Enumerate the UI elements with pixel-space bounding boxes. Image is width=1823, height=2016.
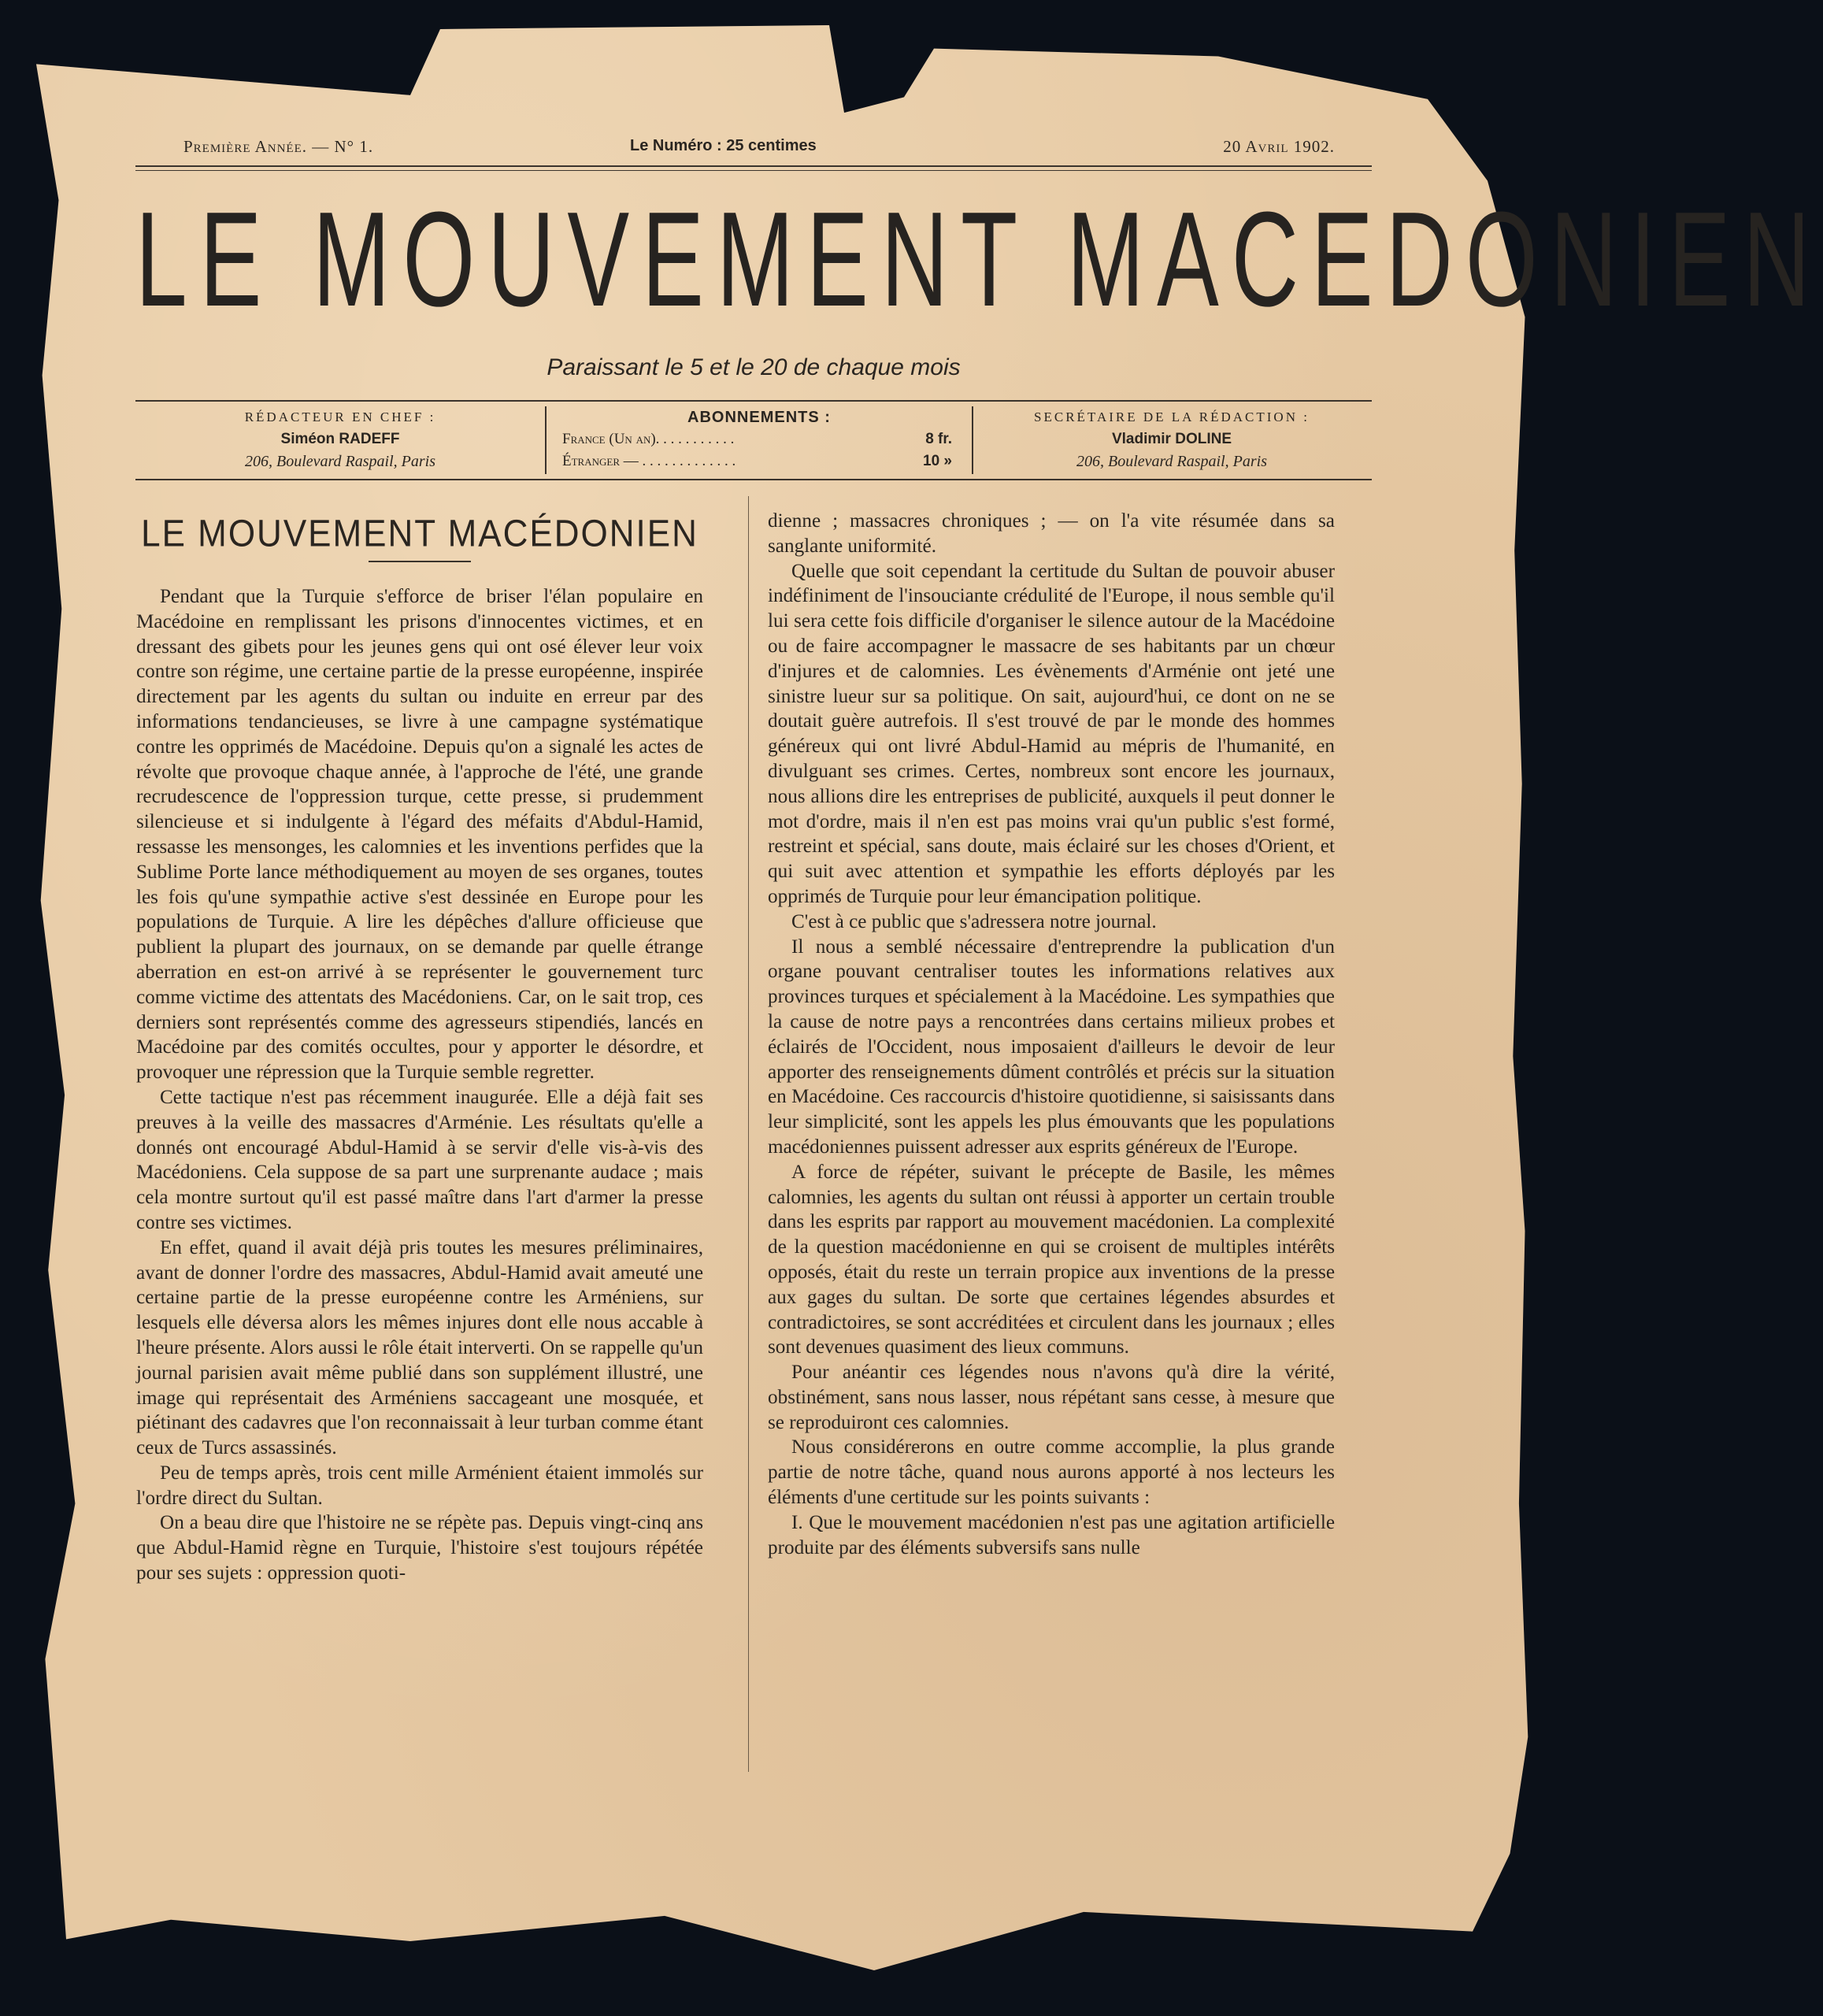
article-paragraph: En effet, quand il avait déjà pris toutes les mesures préliminaires, avant de donner l'ordre des massacres, Abdul-Hamid avait ameuté une certaine partie de la presse européenne contre les Arméniens, sur lesquels elle déversa alors les mêmes injures dont elle nous accable à l'heure présente. Alors aussi le rôle était interverti. On se rappelle qu'un journal parisien avait même publié dans son supplément illustré, une image qui représentait des Arméniens saccageant une mosquée, et piétinant des cadavres que l'on reconnaissait à leur turban comme étant ceux de Turcs assassinés. bbox=[136, 1236, 703, 1459]
secretary-label: SECRÉTAIRE DE LA RÉDACTION : bbox=[1034, 410, 1310, 424]
article-paragraph: Il nous a semblé nécessaire d'entreprendre la publication d'un organe pouvant centraliser toutes les informations relatives aux provinces turques et spécialement à la Macédoine. Les sympathies que la cause de notre pays a rencontrées dans certains milieux probes et éclairés de l'Occident, nous imposaient d'ailleurs le devoir de leur apporter des renseignements dûment contrôlés et précis sur la situation en Macédoine. Ces raccourcis d'histoire quotidienne, si saisissants dans leur simplicité, sont les appels les plus émouvants que les populations macédoniennes puissent adresser aux esprits généreux de l'Europe. bbox=[768, 936, 1335, 1158]
article-column-right bbox=[768, 509, 1335, 1560]
editor-name: Siméon RADEFF bbox=[280, 431, 400, 447]
article-paragraph: I. Que le mouvement macédonien n'est pas une agitation artificielle produite par des éléments subversifs sans nulle bbox=[768, 1511, 1335, 1558]
subscription-foreign-price: 10 » bbox=[923, 453, 952, 469]
article-title: LE MOUVEMENT MACÉDONIEN bbox=[141, 512, 698, 555]
article-paragraph: Pour anéantir ces légendes nous n'avons qu'à dire la vérité, obstinément, sans nous lasser, nous répétant sans cesse, à mesure que se reproduiront ces calomnies. bbox=[768, 1362, 1335, 1433]
editor-block bbox=[135, 406, 545, 474]
subscription-foreign-row bbox=[547, 450, 972, 472]
issue-number: Première Année. — N° 1. bbox=[183, 137, 374, 156]
editor-label: RÉDACTEUR EN CHEF : bbox=[244, 410, 436, 424]
subscription-france-row bbox=[547, 428, 972, 450]
masthead-title: LE MOUVEMENT MACEDONIEN bbox=[135, 184, 1823, 335]
masthead bbox=[135, 181, 1823, 354]
editor-address: 206, Boulevard Raspail, Paris bbox=[244, 453, 436, 470]
secretary-block bbox=[972, 406, 1372, 474]
article-paragraph: C'est à ce public que s'adressera notre journal. bbox=[791, 910, 1157, 932]
article-paragraph: A force de répéter, suivant le précepte de Basile, les mêmes calomnies, les agents du sultan ont réussi à apporter un certain trouble dans les esprits par rapport au mouvement macédonien. La complexité de la question macédonienne en qui se croisent de multiples intérêts opposés, était du reste un terrain propice aux inventions de la presse aux gages du sultan. De sorte que certaines légendes absurdes et contradictoires, se sont accréditées et circulent dans les journaux ; elles sont devenues quasiment des lieux communs. bbox=[768, 1161, 1335, 1358]
article-paragraph: Peu de temps après, trois cent mille Arménient étaient immolés sur l'ordre direct du Sultan. bbox=[136, 1462, 703, 1509]
issue-date: 20 Avril 1902. bbox=[1223, 137, 1335, 156]
subscription-france-price: 8 fr. bbox=[925, 431, 952, 447]
info-box bbox=[135, 400, 1372, 480]
article-paragraph: Quelle que soit cependant la certitude du Sultan de pouvoir abuser indéfiniment de l'insouciante crédulité de l'Europe, il nous semble qu'il lui sera cette fois difficile d'organiser le silence autour de la Macédoine ou de faire accompagner le massacre de ses habitants par un chœur d'injures et de calomnies. Les évènements d'Arménie ont jeté une sinistre lueur sur sa politique. On sait, aujourd'hui, ce dont on ne se doutait guère autrefois. Il s'est trouvé de par le monde des hommes généreux qui ont livré Abdul-Hamid au mépris de l'humanité, en divulguant ses crimes. Certes, nombreux sont encore les journaux, nous allions dire les entreprises de publicité, auxquels il peut donner le mot d'ordre, mais il n'en est pas moins vrai qu'un public s'est formé, restreint et spécial, sans doute, mais éclairé sur les choses d'Orient, et qui suit avec attention et sympathie les efforts déployés par les opprimés de Turquie pour leur émancipation politique. bbox=[768, 560, 1335, 907]
article-paragraph: Nous considérerons en outre comme accomplie, la plus grande partie de notre tâche, quand nous aurons apporté à nos lecteurs les éléments d'une certitude sur les points suivants : bbox=[768, 1436, 1335, 1509]
subscription-france-label: France (Un an). . . . . . . . . . . bbox=[562, 431, 735, 447]
column-separator bbox=[748, 496, 749, 1772]
masthead-subtitle: Paraissant le 5 et le 20 de chaque mois bbox=[547, 354, 961, 380]
article-paragraph: Pendant que la Turquie s'efforce de briser l'élan populaire en Macédoine en remplissant les prisons d'innocentes victimes, et en dressant des gibets pour les jeunes gens qui ont osé élever leur voix contre son régime, une certaine partie de la presse européenne, inspirée directement par les agents du sultan ou induite en erreur par des informations tendancieuses, se livre à une campagne systématique contre les opprimés de Macédoine. Depuis qu'on a signalé les actes de révolte que provoque chaque année, à l'approche de l'été, une grande recrudescence de l'oppression turque, cette presse, si prudemment silencieuse et si indulgente à l'égard des méfaits d'Abdul-Hamid, ressasse les mensonges, les calomnies et les inventions perfides que la Sublime Porte lance méthodiquement au moyen de ses organes, toutes les fois qu'une sympathie active s'est dessinée en Europe pour les populations de Turquie. A lire les dépêches d'allure officieuse que publient la plupart des journaux, on se demande par quelle étrange aberration en est-on arrivé à se représenter le gouvernement turc comme victime des attentats des Macédoniens. Car, on le sait trop, ces derniers sont représentés comme des agresseurs stipendiés, lancés en Macédoine par des comités occultes, pour y apporter le désordre, et provoquer une répression que la Turquie semble regretter. bbox=[136, 586, 703, 1084]
article-title-rule bbox=[369, 561, 471, 562]
secretary-address: 206, Boulevard Raspail, Paris bbox=[1076, 453, 1268, 470]
article-paragraph: Cette tactique n'est pas récemment inaugurée. Elle a déjà fait ses preuves à la veille des massacres d'Arménie. Les résultats qu'elle a donnés ont encouragé Abdul-Hamid à se servir d'elle vis-à-vis des Macédoniens. Cela suppose de sa part une surprenante audace ; mais cela montre surtout qu'il est passé maître dans l'art d'armer la presse contre ses victimes. bbox=[136, 1086, 703, 1233]
article-column-left bbox=[136, 502, 703, 1586]
subscription-foreign-label: Étranger — . . . . . . . . . . . . . bbox=[562, 453, 736, 469]
subscriptions-title: ABONNEMENTS : bbox=[687, 409, 831, 426]
subscriptions-block bbox=[545, 406, 973, 474]
secretary-name: Vladimir DOLINE bbox=[1111, 431, 1232, 447]
article-paragraph-continued: dienne ; massacres chroniques ; — on l'a vite résumée dans sa sanglante uniformité. bbox=[768, 510, 1335, 557]
issue-price: Le Numéro : 25 centimes bbox=[630, 137, 817, 154]
article-paragraph: On a beau dire que l'histoire ne se répète pas. Depuis vingt-cinq ans que Abdul-Hamid règne en Turquie, l'histoire s'est toujours répétée pour ses sujets : oppression quoti- bbox=[136, 1512, 703, 1584]
